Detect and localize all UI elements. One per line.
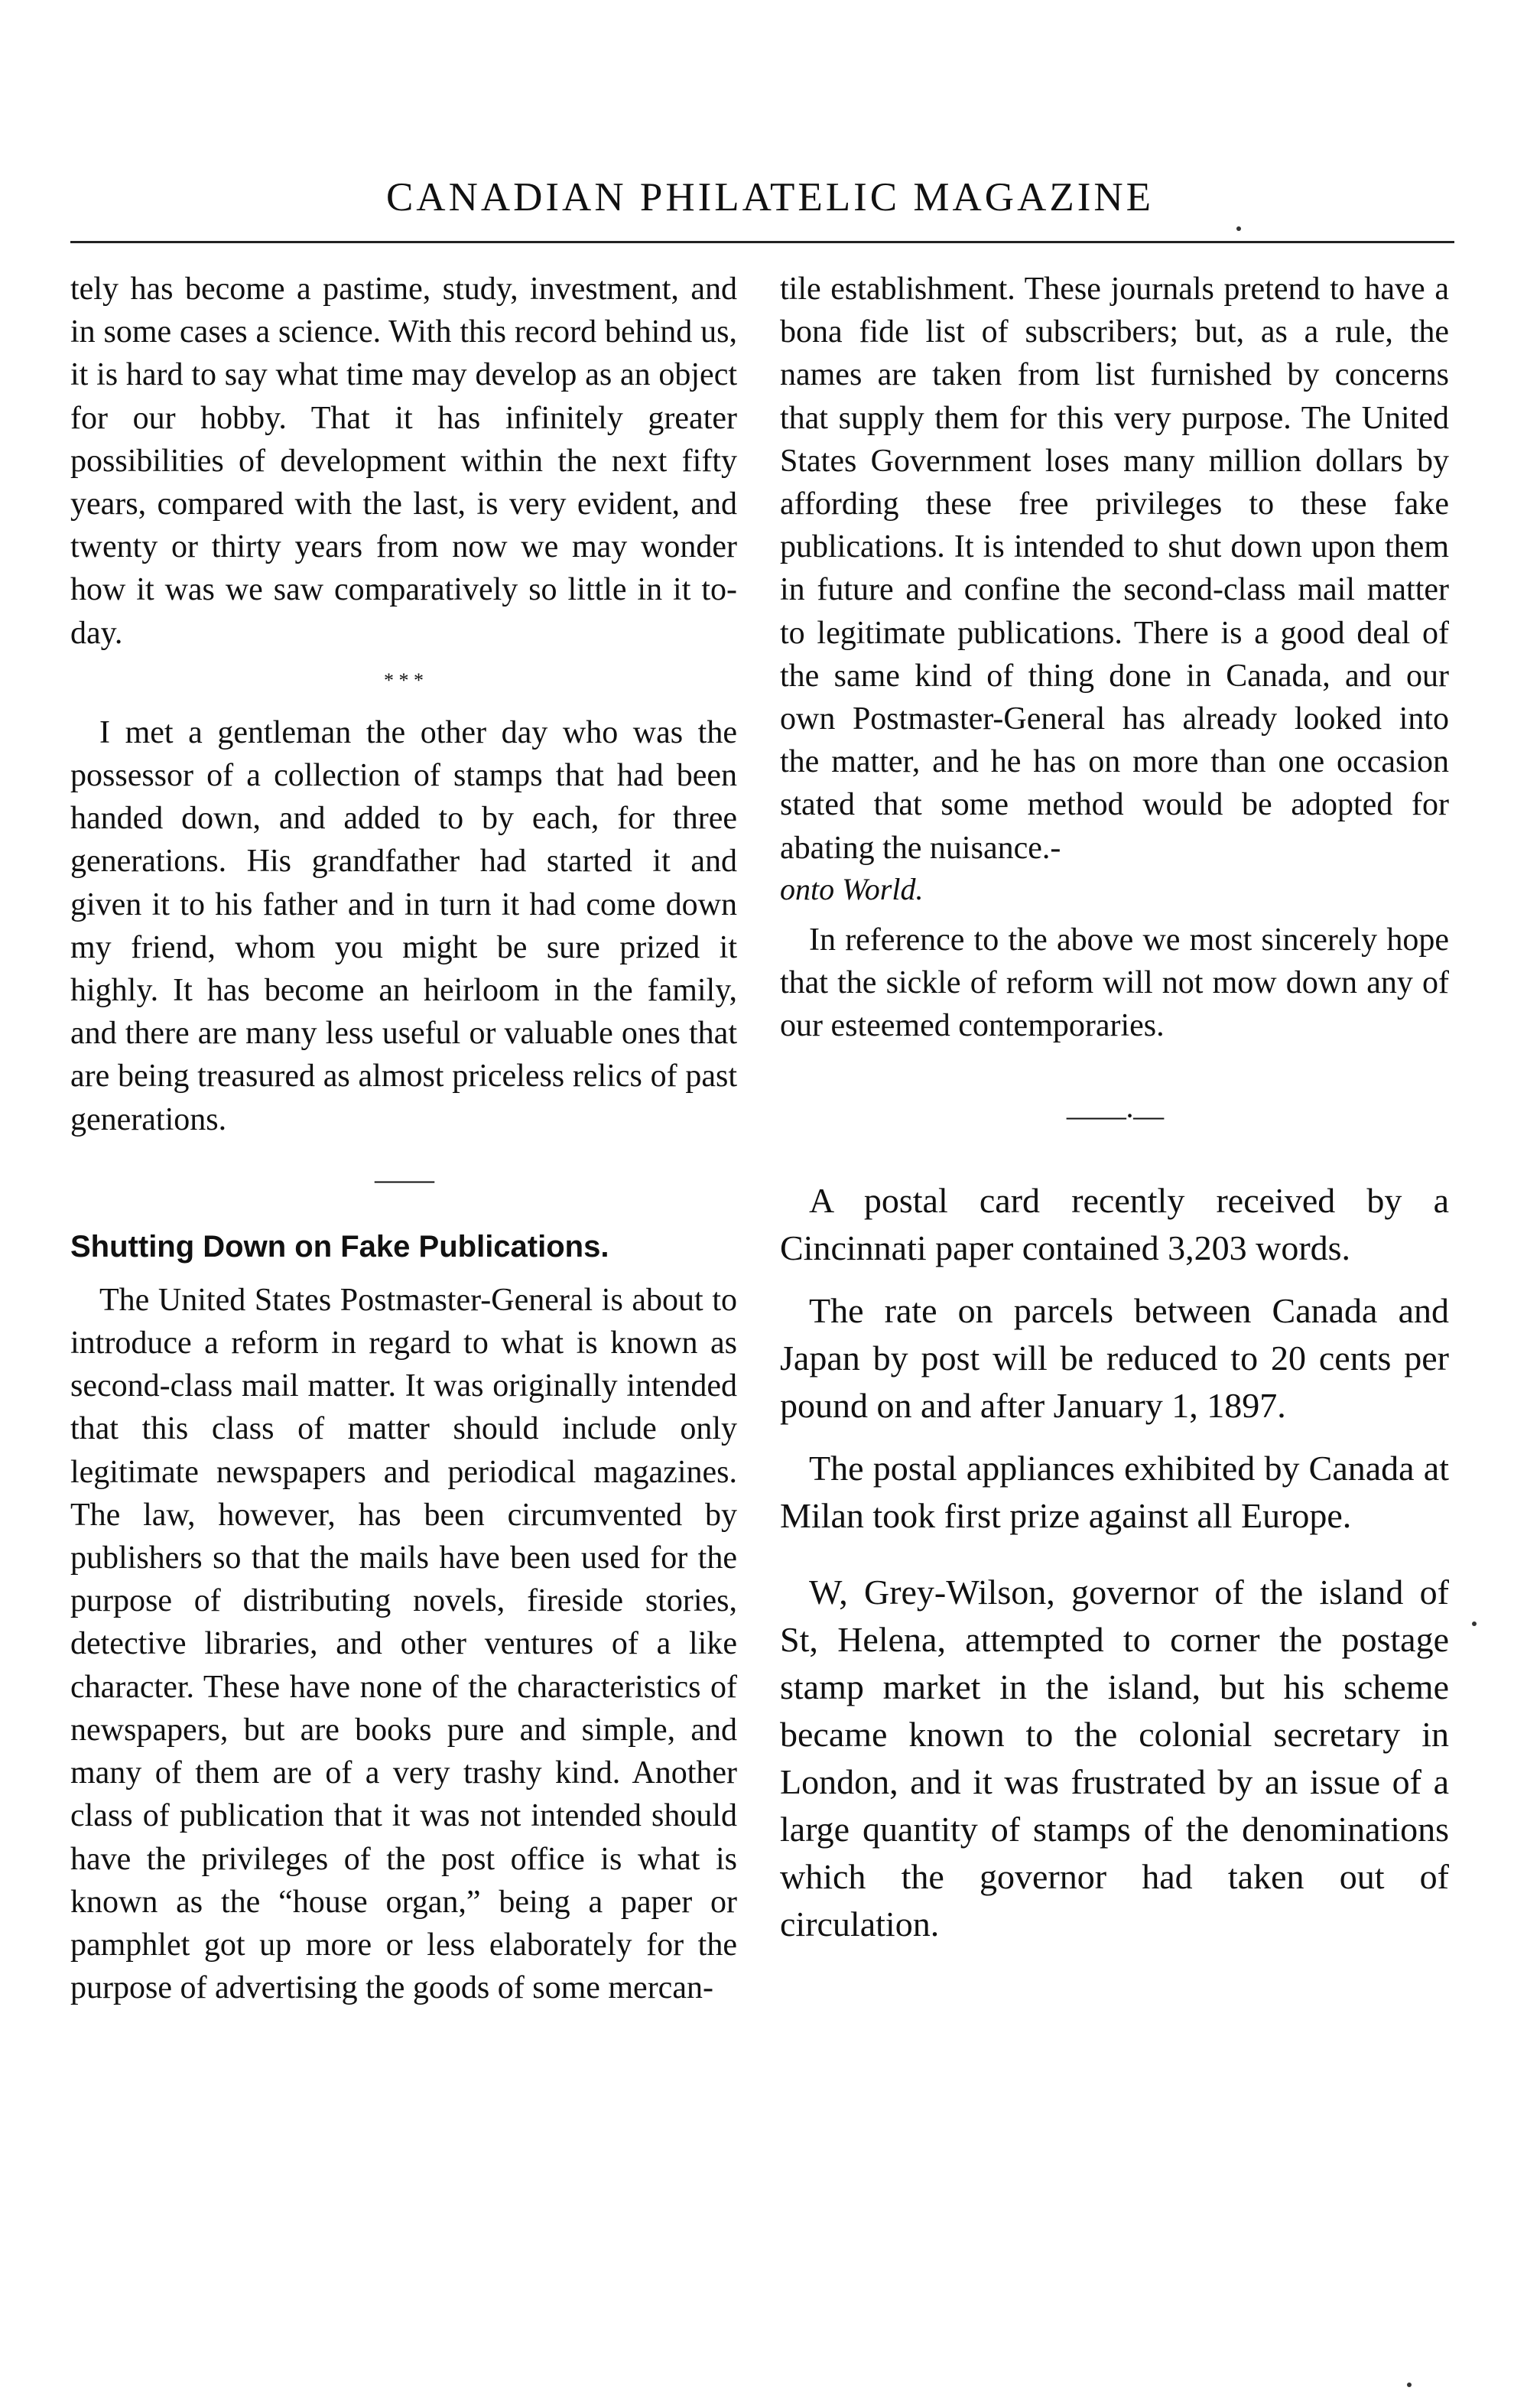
left-paragraph-1: tely has become a pastime, study, investment, and in some cases a science. With this record behind us, it is hard to say what time may develop as an object for our hobby. That it has infinitely greater possibilities of development within the next fifty years, compared with the last, is very evident, and twenty or thirty years from now we may wonder how it was we saw comparatively so little in it to-day. — [70, 272, 737, 651]
left-paragraph-3: The United States Postmaster-General is about to introduce a reform in regard to what is known as second-class mail matter. It was originally intended that this class of matter should include only legitimate newspapers and periodical magazines. The law, however, has been circumvented by publishers so that the mails have been used for the purpose of distributing novels, fireside stories, detective libraries, and other ventures of a like character. These have none of the characteristics of newspapers, but are books pure and simple, and many of them are of a very trashy kind. Another class of publication that it was not intended should have the privileges of the post office is what is known as the “house organ,” being a paper or pamphlet got up more or less elaborately for the purpose of advertising the goods of some mercan- — [70, 1282, 737, 2006]
left-separator: —— — [375, 1161, 433, 1196]
right-paragraph-1: tile establishment. These journals pretend to have a bona fide list of subscribers; but, as a rule, the names are taken from list furnished by concerns that supply them for this very purpose. The United States Government loses many million dollars by affording these free privileges to these fake publications. It is intended to shut down upon them in future and confine the second-class mail matter to legitimate publications. There is a good deal of the same kind of thing done in Canada, and our own Postmaster-General has already looked into the matter, and he has on more than one occasion stated that some method would be adopted for abating the nuisance.- — [780, 272, 1449, 866]
print-speck — [1472, 1621, 1477, 1626]
news-item-4: W, Grey-Wilson, governor of the island of St, Helena, attempted to corner the postage stamp market in the island, but his scheme became known to the colonial secretary in London, and it was frustrated by an issue of a large quantity of stamps of the denominations which the governor had taken out of circulation. — [780, 1573, 1449, 1944]
news-item-1: A postal card recently received by a Cincinnati paper contained 3,203 words. — [780, 1181, 1449, 1268]
right-column — [780, 268, 1449, 1948]
page-header-title: CANADIAN PHILATELIC MAGAZINE — [385, 175, 1155, 220]
section-stars: * * * — [384, 668, 424, 691]
section-heading: Shutting Down on Fake Publications. — [70, 1229, 609, 1264]
print-speck — [1236, 226, 1241, 231]
print-speck — [1407, 2383, 1412, 2387]
left-paragraph-2: I met a gentleman the other day who was the possessor of a collection of stamps that had been handed down, and added to by each, for three generations. His grandfather had started it and given it to his father and in turn it had come down my friend, whom you might be sure prized it highly. It has become an heirloom in the family, and there are many less useful or valuable ones that are being treasured as almost priceless relics of past generations. — [70, 714, 737, 1137]
left-column — [70, 268, 737, 2009]
right-separator: ——·— — [1066, 1098, 1163, 1134]
news-item-3: The postal appliances exhibited by Canada at Milan took first prize against all Europe. — [780, 1449, 1449, 1536]
header-rule — [70, 241, 1454, 243]
article-source: onto World. — [780, 871, 924, 906]
right-paragraph-2: In reference to the above we most sincerely hope that the sickle of reform will not mow down any of our esteemed contemporaries. — [780, 922, 1449, 1044]
news-item-2: The rate on parcels between Canada and Japan by post will be reduced to 20 cents per pound on and after January 1, 1897. — [780, 1291, 1449, 1426]
